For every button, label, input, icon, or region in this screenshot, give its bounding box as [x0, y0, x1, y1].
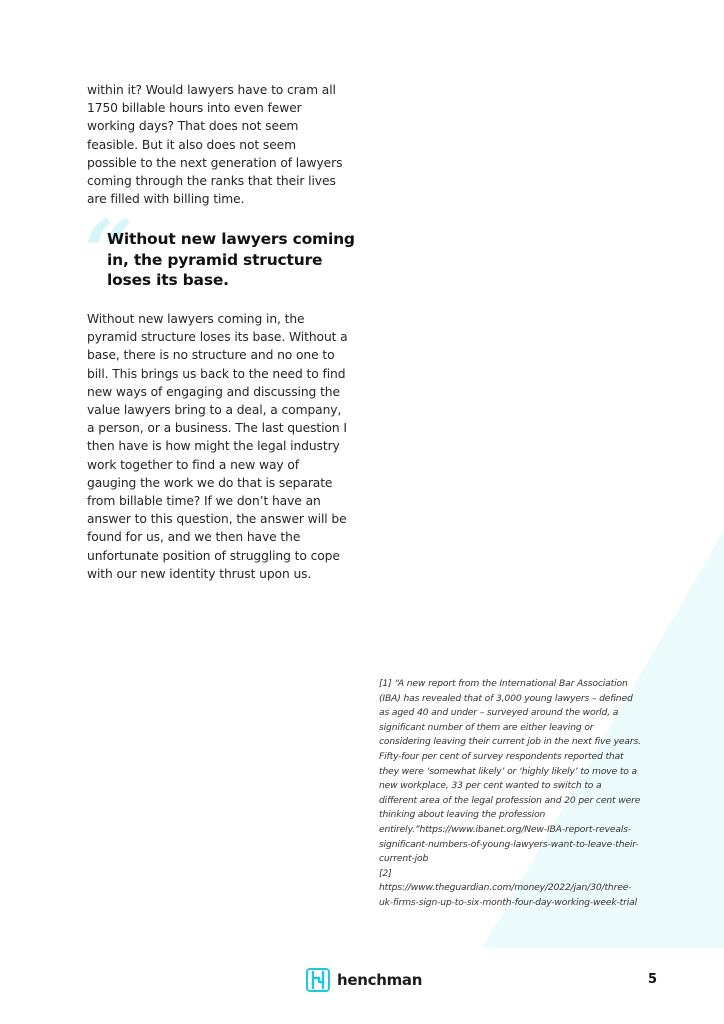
henchman-logo-icon [305, 967, 331, 993]
paragraph-2-text: Without new lawyers coming in, the pyramid structure loses its base. Without a base, there is no structure and no one to bill. This brings us back to the need to find new ways of engaging and discussing the value lawyers bring to a deal, a company, a person, or a business. The last question I then have is how might the legal industry work together to find a new way of gauging the work we do that is separate from billable time? If we don’t have an answer to this question, the answer will be found for us, and we then have the unfortunate position of struggling to cope with our new identity thrust upon us. [87, 312, 348, 581]
body-paragraph-2 [87, 310, 349, 583]
quote-mark-icon: “ [84, 202, 134, 303]
pull-quote: Without new lawyers coming in, the pyramid structure loses its base. [107, 230, 355, 289]
footnote-1: [1] “A new report from the International Bar Association (IBA) has revealed that of 3,000 young lawyers – defined as aged 40 and under – surveyed around the world, a significant number of them are either leaving or considering leaving their current job in the next five years. Fifty-four per cent of survey respondents reported that they were ‘somewhat likely’ or ‘highly likely’ to move to a new workplace, 33 per cent wanted to switch to a different area of the legal profession and 20 per cent were thinking about leaving the profession entirely.”https://www.ibanet.org/New-IBA-report-reveals-significant-numbers-of-young-lawyers-want-to-leave-their-current-job [379, 678, 641, 865]
paragraph-1-text: within it? Would lawyers have to cram all 1750 billable hours into even fewer working days? That does not seem feasible. But it also does not seem possible to the next generation of lawyers coming through the ranks that their lives are filled with billing time. [87, 83, 343, 207]
brand-name: henchman [337, 971, 423, 989]
page-number: 5 [648, 972, 658, 987]
henchman-logo [305, 966, 422, 994]
body-paragraph-1 [87, 81, 349, 208]
footnotes [379, 677, 641, 911]
footnote-2: [2] https://www.theguardian.com/money/2022/jan/30/three-uk-firms-sign-up-to-six-month-four-day-working-week-trial [379, 867, 638, 908]
